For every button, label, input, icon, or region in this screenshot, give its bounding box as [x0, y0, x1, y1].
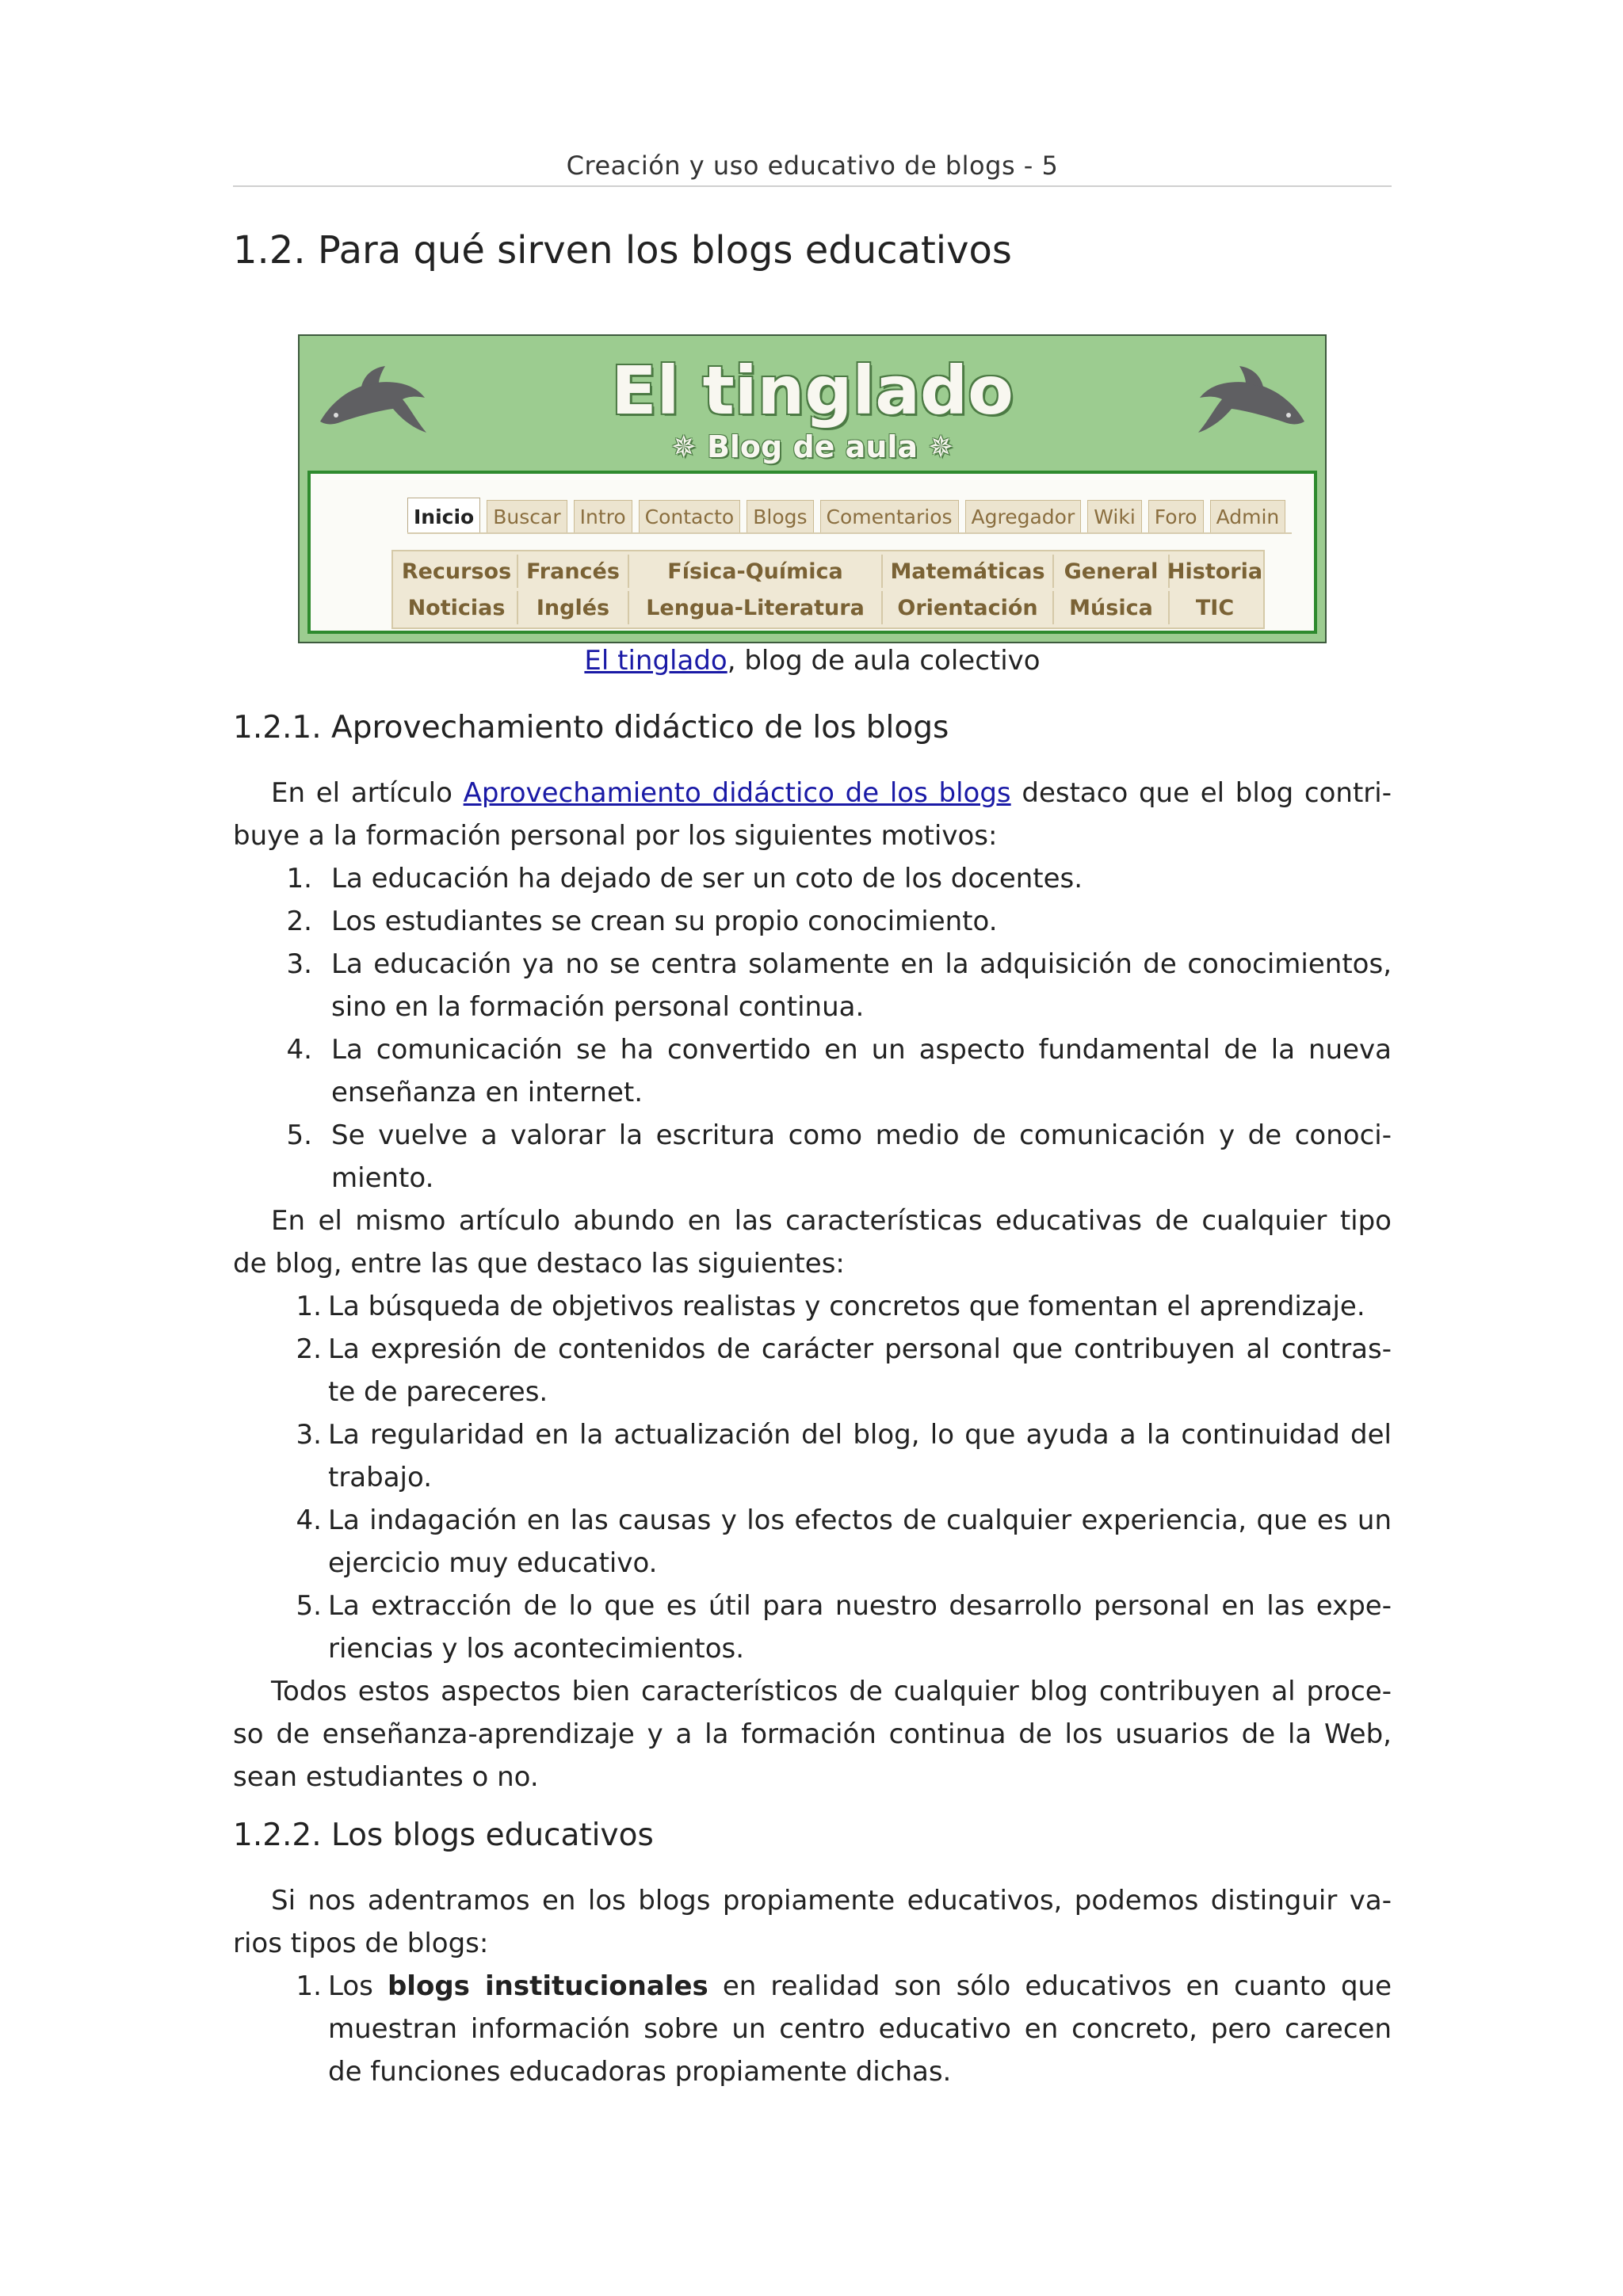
- list-number: 5.: [286, 1119, 312, 1151]
- blog-logo-title: El tinglado: [611, 352, 1014, 429]
- list-number: 2.: [296, 1333, 322, 1365]
- list-item-text: ejercicio muy educativo.: [328, 1547, 658, 1579]
- tab-agregador[interactable]: Agregador: [965, 500, 1082, 532]
- header-rule: [233, 185, 1392, 187]
- list-item-text: La regularidad en la actualización del blog, lo que ayuda a la continuidad del: [328, 1419, 1392, 1451]
- list-number: 3.: [296, 1419, 322, 1451]
- list-number: 1.: [296, 1291, 322, 1322]
- paragraph-line: En el mismo artículo abundo en las características educativas de cualquier tipo: [271, 1205, 1392, 1237]
- paragraph-line: [233, 772, 1392, 814]
- tab-blogs[interactable]: Blogs: [747, 500, 813, 532]
- list-item-text: muestran información sobre un centro educativo en concreto, pero carecen: [328, 2013, 1392, 2045]
- category-link[interactable]: Orientación: [883, 591, 1054, 624]
- paragraph-line: Si nos adentramos en los blogs propiamente educativos, podemos distinguir va-: [271, 1885, 1392, 1917]
- tab-foro[interactable]: Foro: [1148, 500, 1204, 532]
- blog-header-figure: [298, 334, 1327, 643]
- tab-buscar[interactable]: Buscar: [487, 500, 567, 532]
- category-grid: [391, 550, 1265, 629]
- list-number: 1.: [286, 863, 312, 894]
- list-item-text: riencias y los acontecimientos.: [328, 1633, 745, 1665]
- list-number: 4.: [286, 1034, 312, 1066]
- tab-inicio[interactable]: Inicio: [407, 498, 480, 532]
- tab-admin[interactable]: Admin: [1210, 500, 1286, 532]
- blog-nav-panel: [307, 471, 1317, 634]
- category-link[interactable]: Recursos: [396, 555, 518, 588]
- list-item-text: La indagación en las causas y los efectos de cualquier experiencia, que es un: [328, 1505, 1392, 1536]
- tab-intro[interactable]: Intro: [574, 500, 632, 532]
- paragraph-line: sean estudiantes o no.: [233, 1761, 539, 1793]
- list-item-text: trabajo.: [328, 1462, 433, 1493]
- subsection-title: 1.2.1. Aprovechamiento didáctico de los blogs: [233, 710, 949, 746]
- category-link[interactable]: TIC: [1195, 595, 1235, 620]
- blog-tabs: [407, 498, 1292, 534]
- paragraph-line: Todos estos aspectos bien característicos de cualquier blog contribuyen al proce-: [271, 1676, 1392, 1707]
- caption-text: , blog de aula colectivo: [727, 645, 1041, 677]
- category-link[interactable]: Matemáticas: [883, 555, 1054, 588]
- paragraph-line: buye a la formación personal por los siguientes motivos:: [233, 820, 998, 852]
- list-item-text: [328, 1965, 1392, 2008]
- list-item-text: La comunicación se ha convertido en un aspecto fundamental de la nueva: [331, 1034, 1392, 1066]
- paragraph-line: rios tipos de blogs:: [233, 1928, 489, 1959]
- list-item-text: Los estudiantes se crean su propio conocimiento.: [331, 906, 998, 937]
- text-span: Los: [328, 1970, 388, 2002]
- list-item-text: La educación ya no se centra solamente en la adquisición de conocimientos,: [331, 948, 1392, 980]
- list-item-text: La expresión de contenidos de carácter personal que contribuyen al contras-: [328, 1333, 1392, 1365]
- paragraph-line: so de enseñanza-aprendizaje y a la formación continua de los usuarios de la Web,: [233, 1718, 1392, 1750]
- tab-comentarios[interactable]: Comentarios: [820, 500, 959, 532]
- list-item-text: La búsqueda de objetivos realistas y concretos que fomentan el aprendizaje.: [328, 1291, 1365, 1322]
- list-item-text: La extracción de lo que es útil para nuestro desarrollo personal en las expe-: [328, 1590, 1392, 1622]
- paragraph-line: de blog, entre las que destaco las siguientes:: [233, 1248, 845, 1280]
- running-header: Creación y uso educativo de blogs - 5: [566, 151, 1059, 181]
- category-link[interactable]: Inglés: [518, 591, 629, 624]
- list-item-text: de funciones educadoras propiamente dichas.: [328, 2056, 952, 2088]
- list-item-text: Se vuelve a valorar la escritura como medio de comunicación y de conoci-: [331, 1119, 1392, 1151]
- text-span: destaco que el blog contri-: [1010, 777, 1392, 809]
- figure-caption: [233, 645, 1392, 677]
- list-number: 3.: [286, 948, 312, 980]
- list-number: 2.: [286, 906, 312, 937]
- list-item-text: sino en la formación personal continua.: [331, 991, 865, 1023]
- category-link[interactable]: Historia: [1167, 559, 1263, 584]
- text-span: En el artículo: [271, 777, 464, 809]
- tab-contacto[interactable]: Contacto: [639, 500, 741, 532]
- caption-link[interactable]: El tinglado: [584, 645, 727, 677]
- list-item-text: La educación ha dejado de ser un coto de los docentes.: [331, 863, 1083, 894]
- section-title: 1.2. Para qué sirven los blogs educativos: [233, 228, 1012, 273]
- tab-wiki[interactable]: Wiki: [1087, 500, 1142, 532]
- list-item-text: miento.: [331, 1162, 434, 1194]
- list-number: 4.: [296, 1505, 322, 1536]
- category-link[interactable]: Francés: [518, 555, 629, 588]
- subsection-title: 1.2.2. Los blogs educativos: [233, 1817, 654, 1853]
- blog-logo-subtitle: ✵ Blog de aula ✵: [670, 429, 954, 464]
- category-link[interactable]: Música: [1054, 591, 1170, 624]
- list-number: 5.: [296, 1590, 322, 1622]
- category-link[interactable]: Física-Química: [629, 555, 883, 588]
- list-item-text: enseñanza en internet.: [331, 1077, 643, 1108]
- category-link[interactable]: Lengua-Literatura: [629, 591, 883, 624]
- list-item-text: te de pareceres.: [328, 1376, 548, 1408]
- bold-term: blogs institucionales: [387, 1970, 708, 2002]
- article-link[interactable]: Aprovechamiento didáctico de los blogs: [463, 777, 1011, 809]
- category-link[interactable]: Noticias: [396, 591, 518, 624]
- text-span: en realidad son sólo educativos en cuanto que: [708, 1970, 1392, 2002]
- category-link[interactable]: General: [1054, 555, 1170, 588]
- list-number: 1.: [296, 1970, 322, 2002]
